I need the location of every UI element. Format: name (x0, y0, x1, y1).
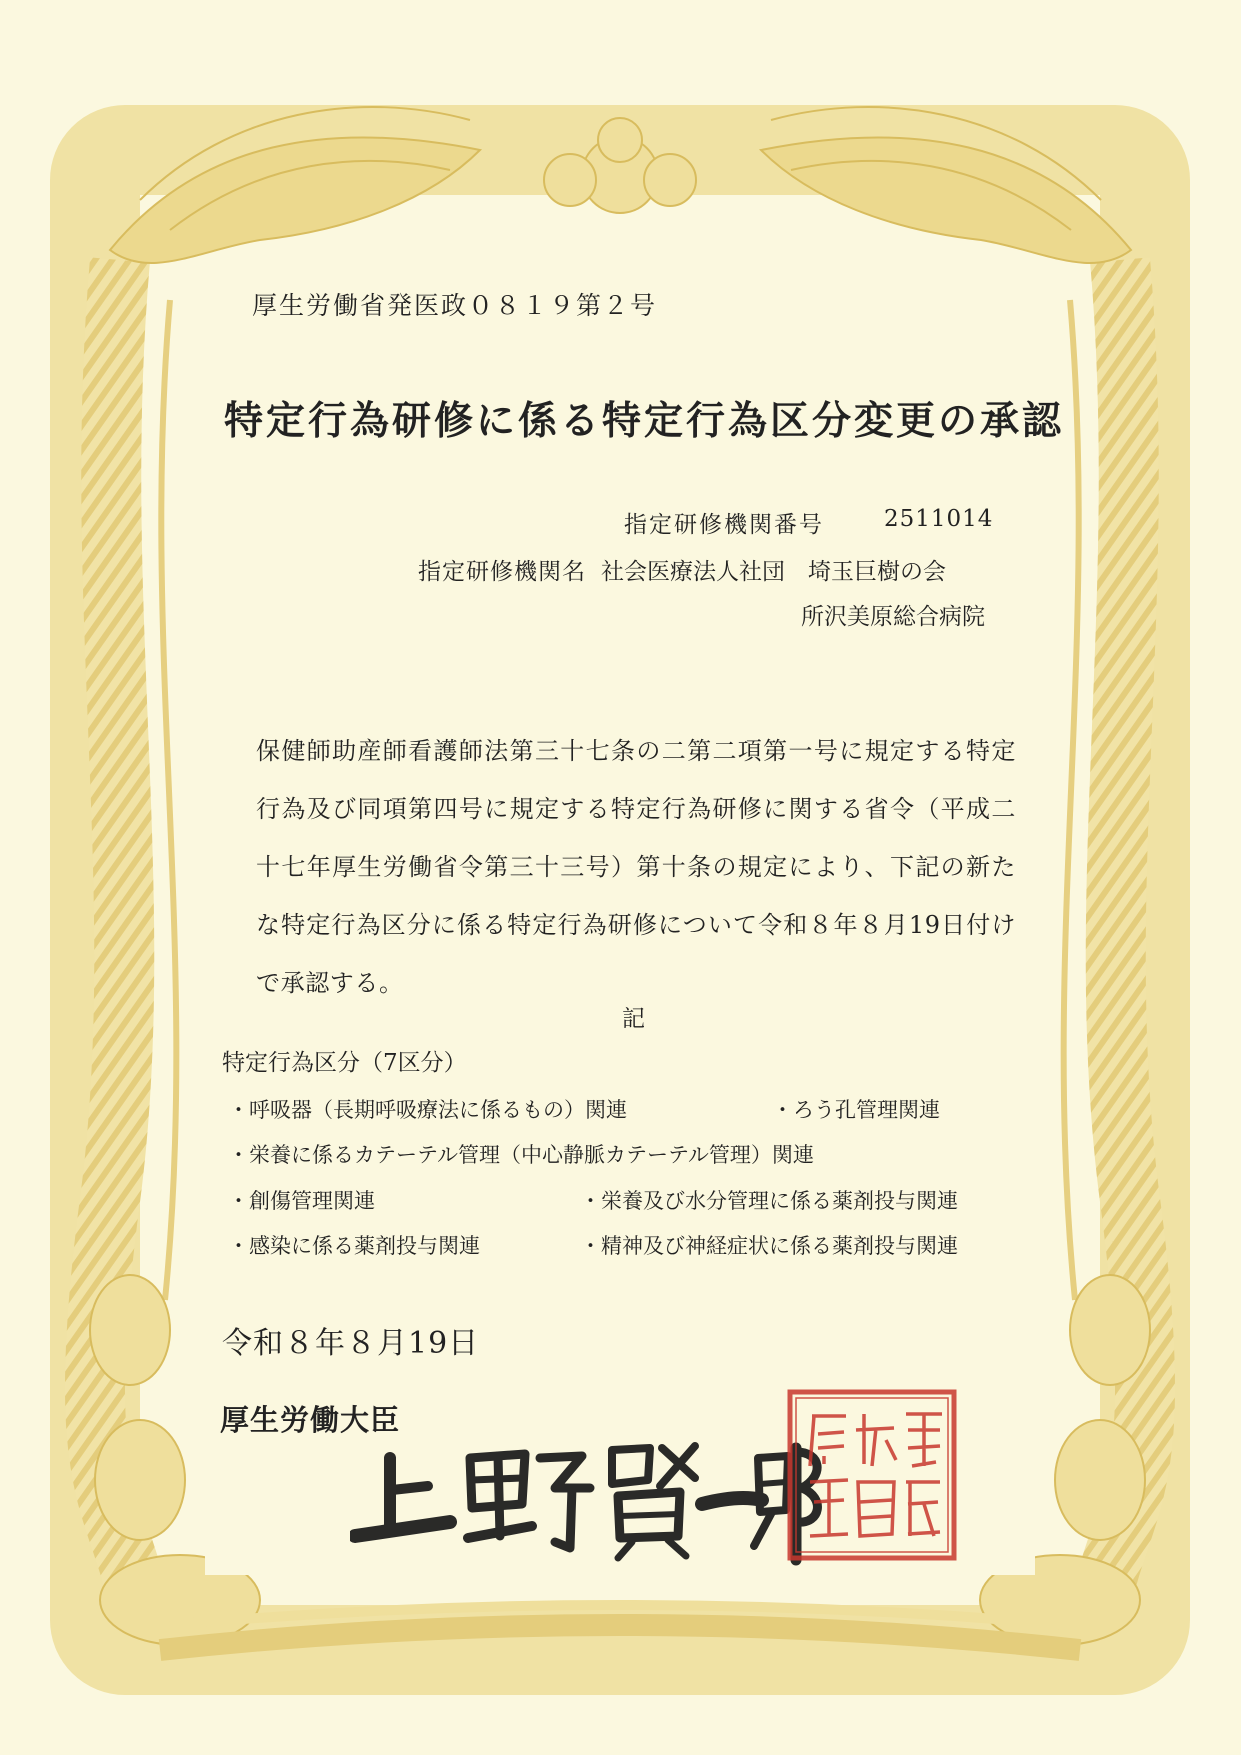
category-item: ・感染に係る薬剤投与関連 (228, 1234, 480, 1258)
page-title: 特定行為研修に係る特定行為区分変更の承認 (224, 398, 1065, 444)
category-item: ・栄養及び水分管理に係る薬剤投与関連 (580, 1189, 958, 1213)
ki-heading: 記 (622, 1006, 645, 1032)
document-number: 厚生労働省発医政０８１９第２号 (252, 291, 658, 320)
minister-title: 厚生労働大臣 (220, 1403, 401, 1437)
institution-org: 社会医療法人社団 埼玉巨樹の会 (601, 559, 946, 585)
approval-body-text: 保健師助産師看護師法第三十七条の二第二項第一号に規定する特定行為及び同項第四号に規定する特定行為研修に関する省令（平成二十七年厚生労働省令第三十三号）第十条の規定により、下記の新たな特定行為区分に係る特定行為研修について令和８年８月19日付けで承認する。 (256, 737, 1016, 997)
institution-number: 2511014 (884, 506, 994, 532)
category-item: ・ろう孔管理関連 (772, 1098, 940, 1122)
category-item: ・呼吸器（長期呼吸療法に係るもの）関連 (228, 1098, 627, 1122)
official-seal (784, 1386, 960, 1564)
signature (350, 1418, 830, 1568)
institution-name-label: 指定研修機関名 (418, 559, 586, 585)
category-heading: 特定行為区分（7区分） (222, 1050, 467, 1076)
institution-hospital: 所沢美原総合病院 (801, 604, 985, 630)
issue-date: 令和８年８月19日 (222, 1326, 480, 1361)
institution-number-label: 指定研修機関番号 (624, 512, 824, 538)
category-item: ・創傷管理関連 (228, 1189, 375, 1213)
category-item: ・栄養に係るカテーテル管理（中心静脈カテーテル管理）関連 (228, 1143, 814, 1167)
category-item: ・精神及び神経症状に係る薬剤投与関連 (580, 1234, 958, 1258)
